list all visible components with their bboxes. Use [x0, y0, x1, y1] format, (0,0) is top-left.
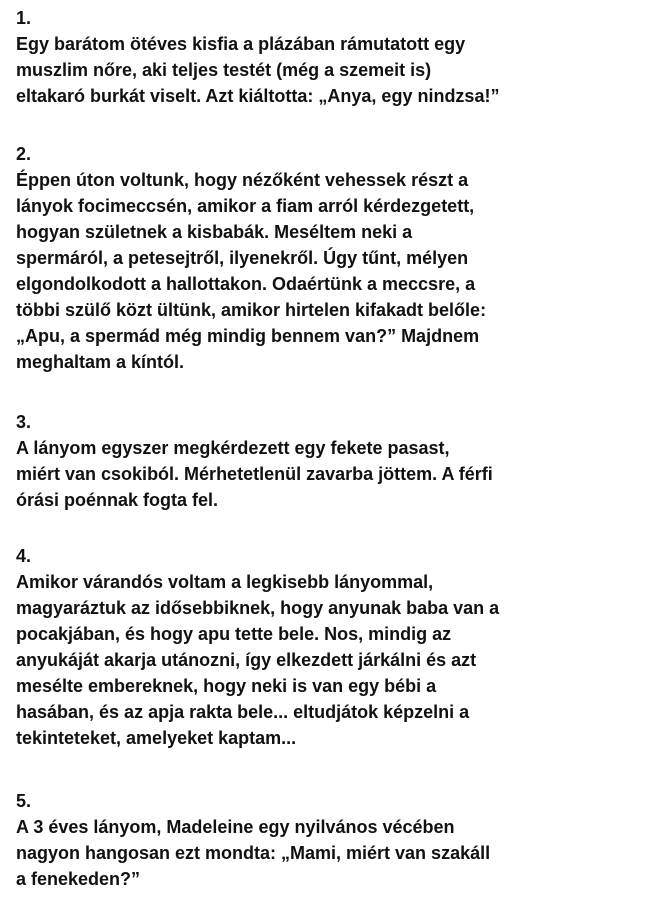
text-line: hogyan születnek a kisbabák. Meséltem neki a	[16, 222, 413, 242]
text-line: Éppen úton voltunk, hogy nézőként vehessek részt a	[16, 170, 469, 190]
text-line: muszlim nőre, aki teljes testét (még a szemeit is)	[16, 60, 432, 80]
text-line: spermáról, a petesejtről, ilyenekről. Úgy tűnt, mélyen	[16, 248, 469, 268]
text-line: miért van csokiból. Mérhetetlenül zavarba jöttem. A férfi	[16, 464, 493, 484]
text-line: magyaráztuk az idősebbiknek, hogy anyunak baba van a	[16, 598, 500, 618]
text-line: meghaltam a kíntól.	[16, 352, 185, 372]
list-item	[16, 141, 486, 375]
text-line: Egy barátom ötéves kisfia a plázában rámutatott egy	[16, 34, 466, 54]
text-line: órási poénnak fogta fel.	[16, 490, 219, 510]
list-item	[16, 409, 493, 513]
text-line: lányok focimeccsén, amikor a fiam arról kérdezgetett,	[16, 196, 475, 216]
text-line: hasában, és az apja rakta bele... eltudjátok képzelni a	[16, 702, 470, 722]
text-line: többi szülő közt ültünk, amikor hirtelen kifakadt belőle:	[16, 300, 487, 320]
text-line: eltakaró burkát viselt. Azt kiáltotta: „Anya, egy nindzsa!”	[16, 86, 500, 106]
item-number: 1.	[16, 8, 32, 28]
item-number: 5.	[16, 791, 32, 811]
text-line: Amikor várandós voltam a legkisebb lányommal,	[16, 572, 434, 592]
text-line: mesélte embereknek, hogy neki is van egy bébi a	[16, 676, 437, 696]
item-number: 4.	[16, 546, 32, 566]
text-line: nagyon hangosan ezt mondta: „Mami, miért van szakáll	[16, 843, 491, 863]
item-number: 2.	[16, 144, 32, 164]
text-line: pocakjában, és hogy apu tette bele. Nos, mindig az	[16, 624, 452, 644]
list-item	[16, 543, 499, 751]
text-line: a fenekeden?”	[16, 869, 141, 889]
list-item	[16, 788, 490, 892]
item-number: 3.	[16, 412, 32, 432]
text-line: tekinteteket, amelyeket kaptam...	[16, 728, 297, 748]
text-line: anyukáját akarja utánozni, így elkezdett járkálni és azt	[16, 650, 477, 670]
text-line: elgondolkodott a hallottakon. Odaértünk a meccsre, a	[16, 274, 476, 294]
list-item	[16, 5, 499, 109]
text-line: „Apu, a spermád még mindig bennem van?” Majdnem	[16, 326, 480, 346]
text-line: A lányom egyszer megkérdezett egy fekete pasast,	[16, 438, 450, 458]
text-line: A 3 éves lányom, Madeleine egy nyilvános vécében	[16, 817, 455, 837]
